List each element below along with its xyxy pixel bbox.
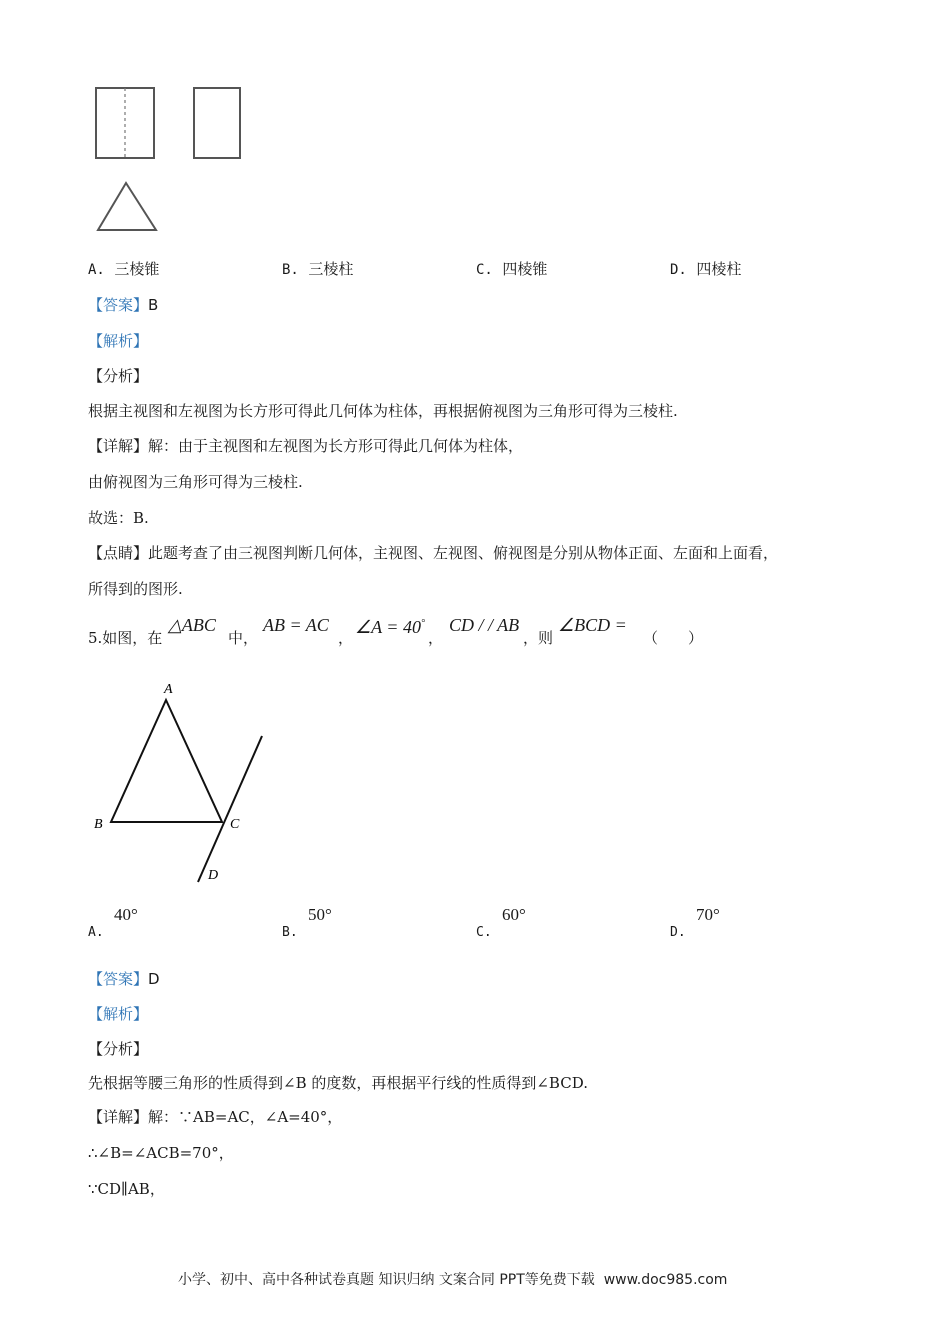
q5-stem: 5.如图，在 △ABC 中， AB = AC ， ∠A = 40° ， CD / / AB ，则 ∠BCD = （ ） [88, 615, 704, 647]
q5-fenxi-heading: 【分析】 [88, 1040, 149, 1058]
q4-detail-line2: 由俯视图为三角形可得为三棱柱. [88, 473, 303, 491]
triangle-abc [111, 700, 222, 822]
footer-text: 小学、初中、高中各种试卷真题 知识归纳 文案合同 PPT等免费下载 [178, 1272, 595, 1288]
q4-detail-line3: 故选：B. [88, 509, 149, 527]
top-view [98, 183, 156, 230]
q5-options: A. 40° B. 50° C. 60° D. 70° [88, 905, 720, 940]
q5-fenxi-text: 先根据等腰三角形的性质得到∠B 的度数，再根据平行线的性质得到∠BCD. [88, 1074, 588, 1092]
triangle-figure [88, 676, 278, 886]
q4-answer: 【答案】B [88, 296, 159, 314]
q4-option-d: D. 四棱柱 [670, 260, 742, 278]
q4-option-b: B. 三棱柱 [282, 260, 354, 278]
label-c: C [230, 817, 240, 832]
q4-fenxi-heading: 【分析】 [88, 367, 149, 385]
label-d: D [208, 868, 219, 883]
q5-detail-line3: ∵CD∥AB， [88, 1180, 165, 1198]
q4-option-a: A. 三棱锥 [88, 260, 160, 278]
q4-fenxi-text: 根据主视图和左视图为长方形可得此几何体为柱体，再根据俯视图为三角形可得为三棱柱. [88, 402, 678, 420]
q4-detail-line1: 【详解】解：由于主视图和左视图为长方形可得此几何体为柱体， [88, 437, 524, 455]
line-cd [198, 736, 262, 882]
q4-analysis-heading: 【解析】 [88, 332, 149, 350]
label-a: A [164, 682, 173, 697]
q4-option-c: C. 四棱锥 [476, 260, 548, 278]
front-view [96, 88, 154, 158]
q5-detail-line1: 【详解】解：∵AB=AC，∠A=40°， [88, 1108, 343, 1126]
q4-comment-line1: 【点睛】此题考查了由三视图判断几何体，主视图、左视图、俯视图是分别从物体正面、左面和上面看， [88, 544, 779, 562]
footer [178, 1269, 727, 1289]
label-b: B [94, 817, 103, 832]
left-view [194, 88, 240, 158]
three-view-figure [90, 82, 250, 238]
footer-url[interactable]: www.doc985.com [603, 1272, 728, 1288]
q5-answer: 【答案】D [88, 970, 160, 988]
q5-detail-line2: ∴∠B=∠ACB=70°， [88, 1144, 234, 1162]
q5-analysis-heading: 【解析】 [88, 1005, 149, 1023]
q4-comment-line2: 所得到的图形. [88, 580, 183, 598]
q4-options [88, 258, 888, 282]
